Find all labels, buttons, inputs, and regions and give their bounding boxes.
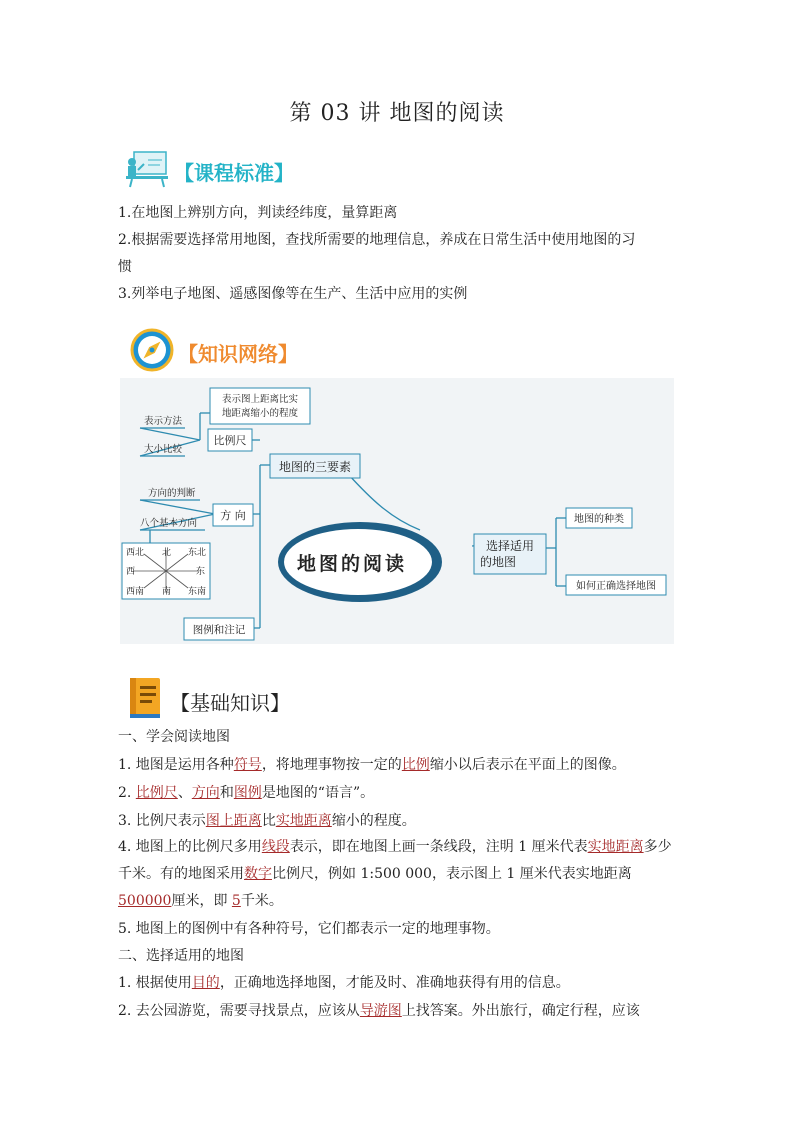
answer-blank: 导游图 bbox=[359, 1003, 402, 1019]
section-header-basics bbox=[126, 676, 290, 726]
center-node: 地图的阅读 bbox=[296, 553, 408, 575]
kinds-node: 地图的种类 bbox=[574, 514, 624, 525]
answer-blank: 实地距离 bbox=[275, 813, 332, 829]
legend-node: 图例和注记 bbox=[192, 624, 246, 636]
direction-node: 方 向 bbox=[220, 509, 246, 522]
compass-label: 东 bbox=[196, 567, 206, 577]
compass-label: 南 bbox=[162, 587, 172, 597]
text: 2. 去公园游览，需要寻找景点，应该从 bbox=[118, 1003, 360, 1019]
text: 、 bbox=[177, 785, 192, 801]
section-label-network: 【知识网络】 bbox=[178, 341, 298, 366]
scale-compare-text: 大小比较 bbox=[144, 444, 183, 455]
answer-blank: 比例尺 bbox=[135, 785, 178, 801]
teacher-board-icon bbox=[124, 150, 170, 192]
answer-blank: 500000 bbox=[118, 893, 172, 909]
compass-label: 西北 bbox=[126, 548, 145, 558]
dir-judge-text: 方向的判断 bbox=[148, 488, 196, 499]
basics-item bbox=[118, 834, 678, 915]
standard-item: 惯 bbox=[118, 259, 132, 275]
section-header-standard bbox=[124, 150, 294, 192]
basics-item bbox=[118, 998, 640, 1024]
text: 厘米，即 bbox=[171, 893, 232, 909]
three-elements-node: 地图的三要素 bbox=[278, 460, 352, 474]
standard-item: 2.根据需要选择常用地图，查找所需要的地理信息，养成在日常生活中使用地图的习 bbox=[118, 232, 636, 248]
scale-def-text: 表示图上距离比实 bbox=[221, 394, 299, 405]
basics-item bbox=[118, 780, 374, 806]
answer-blank: 5 bbox=[231, 893, 241, 909]
text: 比例尺，例如 1:500 000，表示图上 1 厘米代表实地距离 bbox=[272, 866, 632, 882]
text: ，正确地选择地图，才能及时、准确地获得有用的信息。 bbox=[219, 975, 570, 991]
standard-item: 1.在地图上辨别方向，判读经纬度，量算距离 bbox=[118, 205, 398, 221]
section-label-basics: 【基础知识】 bbox=[170, 690, 290, 715]
choose-node: 的地图 bbox=[479, 555, 517, 569]
answer-blank: 目的 bbox=[191, 975, 220, 991]
basics-item bbox=[118, 808, 416, 834]
text: 是地图的“语言”。 bbox=[261, 785, 375, 801]
choose-node: 选择适用 bbox=[485, 539, 535, 553]
section-header-network bbox=[130, 328, 298, 376]
answer-blank: 比例 bbox=[401, 757, 430, 773]
text: 和 bbox=[219, 785, 234, 801]
page-title: 第 03 讲 地图的阅读 bbox=[289, 101, 505, 126]
standard-item: 3.列举电子地图、遥感图像等在生产、生活中应用的实例 bbox=[118, 286, 468, 302]
scale-node: 比例尺 bbox=[213, 434, 247, 447]
answer-blank: 符号 bbox=[233, 757, 262, 773]
basics-heading: 一、学会阅读地图 bbox=[118, 729, 230, 745]
basics-item bbox=[118, 970, 570, 996]
how-node: 如何正确选择地图 bbox=[576, 581, 656, 592]
text: ，将地理事物按一定的 bbox=[261, 757, 402, 773]
dir-eight-text: 八个基本方向 bbox=[140, 518, 198, 529]
text: 比 bbox=[261, 813, 276, 829]
text: 缩小的程度。 bbox=[331, 813, 416, 829]
compass-label: 西 bbox=[126, 567, 136, 577]
text: 表示，即在地图上画一条线段，注明 1 厘米代表 bbox=[289, 839, 588, 855]
text: 4. 地图上的比例尺多用 bbox=[118, 839, 262, 855]
text: 多少千米。有的地图采用 bbox=[118, 839, 672, 882]
text: 2. bbox=[118, 785, 136, 801]
compass-label: 西南 bbox=[126, 587, 145, 597]
basics-item: 5. 地图上的图例中有各种符号，它们都表示一定的地理事物。 bbox=[118, 921, 500, 937]
scale-repr-text: 表示方法 bbox=[144, 416, 183, 427]
notebook-icon bbox=[126, 676, 166, 726]
text: 千米。 bbox=[240, 893, 283, 909]
text: 1. 地图是运用各种 bbox=[118, 757, 234, 773]
text: 3. 比例尺表示 bbox=[118, 813, 206, 829]
text: 上找答案。外出旅行，确定行程，应该 bbox=[401, 1003, 640, 1019]
answer-blank: 数字 bbox=[244, 866, 272, 882]
compass-label: 东北 bbox=[188, 548, 207, 558]
compass-label: 北 bbox=[162, 548, 172, 558]
section-label-standard: 【课程标准】 bbox=[174, 160, 294, 185]
text: 缩小以后表示在平面上的图像。 bbox=[429, 757, 626, 773]
basics-item bbox=[118, 752, 626, 778]
compass-label: 东南 bbox=[188, 587, 207, 597]
answer-blank: 图例 bbox=[233, 785, 262, 801]
answer-blank: 实地距离 bbox=[587, 839, 644, 855]
answer-blank: 图上距离 bbox=[205, 813, 262, 829]
basics-heading: 二、选择适用的地图 bbox=[118, 948, 244, 964]
compass-icon bbox=[130, 328, 174, 376]
scale-def-text: 地距离缩小的程度 bbox=[221, 408, 299, 419]
answer-blank: 线段 bbox=[261, 839, 290, 855]
answer-blank: 方向 bbox=[191, 785, 220, 801]
text: 1. 根据使用 bbox=[118, 975, 192, 991]
mind-map bbox=[120, 378, 674, 644]
